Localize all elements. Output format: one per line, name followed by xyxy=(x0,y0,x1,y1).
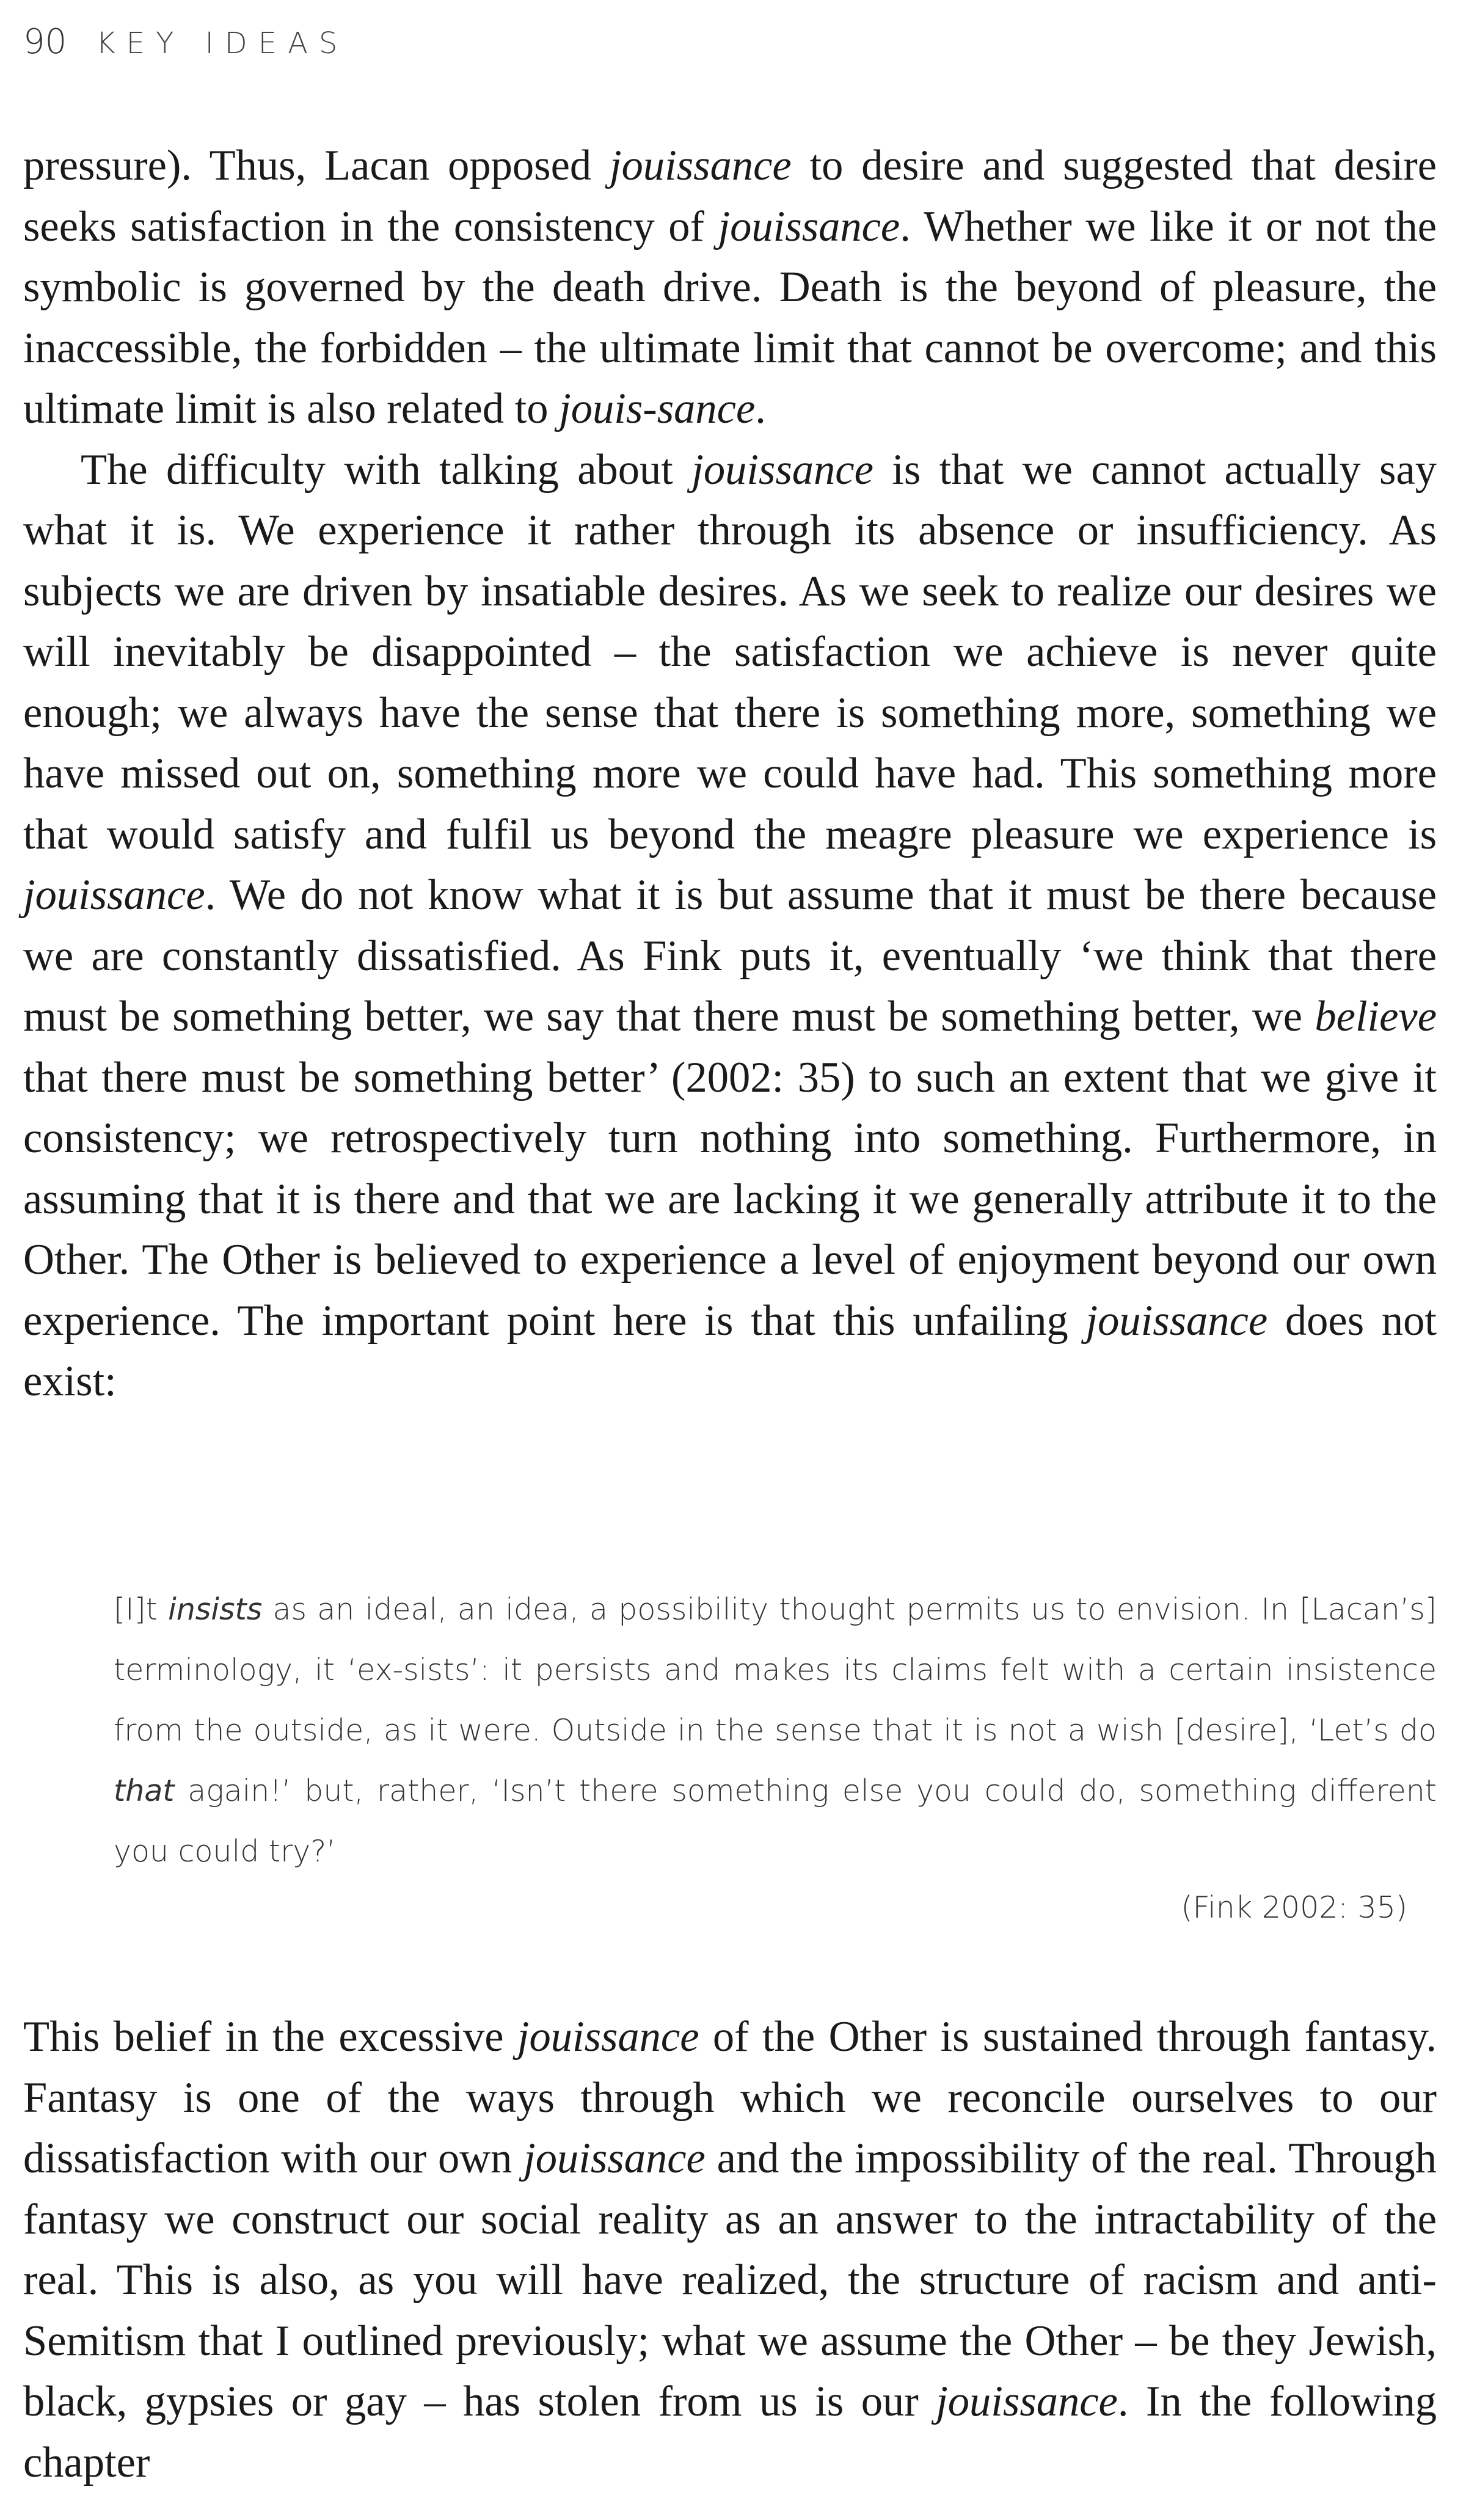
italic-term: believe xyxy=(1315,993,1437,1040)
text-run: of the Other is sustained through fantasy. Fantasy is one of the ways through which we reconcile ourselves to our dissatisfaction with our own xyxy=(23,2013,1437,2182)
block-quote xyxy=(114,1579,1437,1882)
italic-term: jouissance xyxy=(523,2135,706,2182)
italic-term: jouissance xyxy=(610,142,792,189)
italic-term: jouissance xyxy=(1085,1296,1268,1345)
text-run: pressure). Thus, Lacan opposed xyxy=(23,142,610,189)
italic-term: jouissance xyxy=(936,2378,1118,2425)
text-run: . In the following chapter xyxy=(23,2378,1437,2486)
italic-term: jouissance xyxy=(691,445,873,494)
text-run: The difficulty with talking about xyxy=(81,445,692,494)
quote-citation: (Fink 2002: 35) xyxy=(1181,1890,1407,1925)
running-title: KEY IDEAS xyxy=(96,26,349,60)
italic-term: jouissance xyxy=(718,202,900,250)
italic-term: that xyxy=(114,1773,175,1808)
page-number: 90 xyxy=(23,22,67,62)
paragraph-2 xyxy=(23,440,1437,1412)
text-run: . Whether we like it or not the symbolic is governed by the death drive. Death is the beyond of pleasure, the inaccessible, the forbidden – the ultimate limit that cannot be overcome; and this ultimate limit is also related to xyxy=(23,202,1437,433)
quote-text xyxy=(114,1579,1437,1882)
text-run: and the impossibility of the real. Through fantasy we construct our social reality as an answer to the intractability of the real. This is also, as you will have realized, the structure of racism and anti-Semitism that I outlined previously; what we assume the Other – be they Jewish, black, gypsies or gay – has stolen from us is our xyxy=(23,2135,1437,2425)
paragraph-3 xyxy=(23,2007,1437,2493)
italic-term: insists xyxy=(168,1592,263,1627)
text-run: . xyxy=(755,385,766,433)
running-head xyxy=(23,22,348,71)
text-run: . We do not know what it is but assume that it must be there because we are constantly dissatisfied. As Fink puts it, eventually ‘we think that there must be something better, we say that there must be something better, we xyxy=(23,871,1437,1040)
text-run: again!’ but, rather, ‘Isn’t there something else you could do, something different you could try?’ xyxy=(114,1773,1437,1869)
paragraph-1 xyxy=(23,136,1437,440)
text-run: [I]t xyxy=(114,1592,169,1627)
text-run: that there must be something better’ (2002: 35) to such an extent that we give it consistency; we retrospectively turn nothing into something. Furthermore, in assuming that it is there and that we are lacking it we generally attribute it to the Other. The Other is believed to experience a level of enjoyment beyond our own experience. The important point here is that this unfailing xyxy=(23,1053,1437,1345)
main-text-lower xyxy=(23,2007,1437,2493)
text-run: to desire and suggested that desire seeks satisfaction in the consistency of xyxy=(23,142,1437,250)
italic-term: jouissance xyxy=(517,2013,699,2061)
text-run: as an ideal, an idea, a possibility thought permits us to envision. In [Lacan’s] terminology, it ‘ex-sists’: it persists and makes its claims felt with a certain insistence from the outside, as it were. Outside in the sense that it is not a wish [desire], ‘Let’s do xyxy=(114,1592,1437,1748)
italic-term: jouissance xyxy=(23,871,205,919)
text-run: does not exist: xyxy=(23,1296,1437,1405)
italic-term: jouis-sance xyxy=(559,385,756,433)
text-run: This belief in the excessive xyxy=(23,2013,517,2061)
text-run: is that we cannot actually say what it is. We experience it rather through its absence or insufficiency. As subjects we are driven by insatiable desires. As we seek to realize our desires we will inevitably be disappointed – the satisfaction we achieve is never quite enough; we always have the sense that there is something more, something we have missed out on, something more we could have had. This something more that would satisfy and fulfil us beyond the meagre pleasure we experience is xyxy=(23,445,1437,858)
main-text-upper xyxy=(23,136,1437,1412)
